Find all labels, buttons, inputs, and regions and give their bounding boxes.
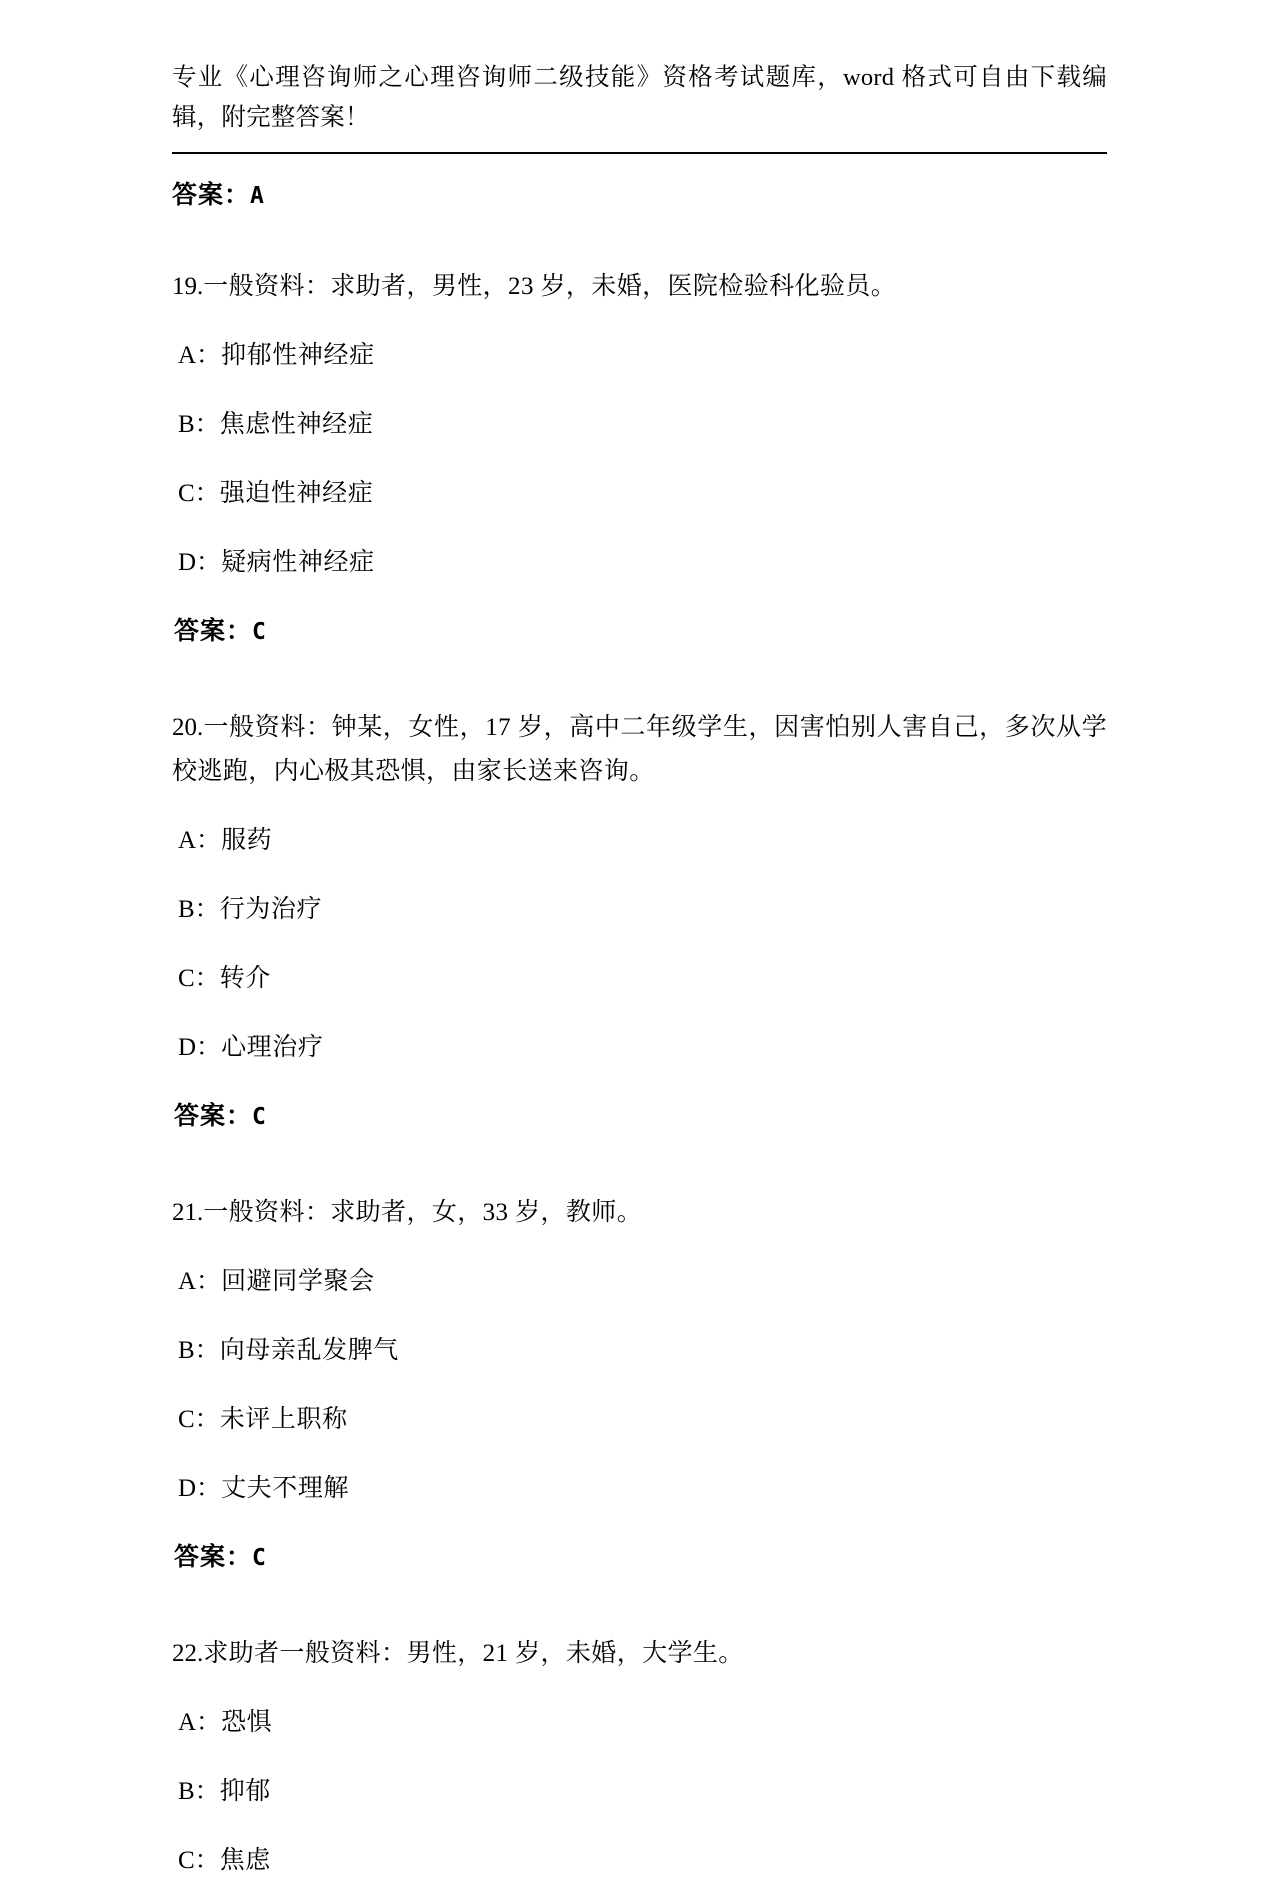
question-answer <box>172 610 1107 654</box>
top-answer-line <box>172 179 1107 213</box>
header-divider <box>172 152 1107 157</box>
option-b <box>172 1770 1107 1814</box>
option-key: A： <box>178 1709 222 1736</box>
option-c <box>172 1839 1107 1883</box>
option-d <box>172 1467 1107 1511</box>
option-text: 服药 <box>221 827 273 854</box>
option-text: 恐惧 <box>221 1709 273 1736</box>
option-text: 心理治疗 <box>221 1034 324 1061</box>
option-text: 抑郁 <box>219 1778 271 1805</box>
option-key: A： <box>178 342 222 369</box>
question-stem <box>172 265 1107 309</box>
option-text: 焦虑 <box>219 1847 271 1874</box>
option-c <box>172 1398 1107 1442</box>
option-key: B： <box>178 1337 220 1364</box>
option-a <box>172 1260 1107 1304</box>
question-text: 一般资料：求助者，男性，23 岁，未婚，医院检验科化验员。 <box>203 273 897 300</box>
option-a <box>172 1701 1107 1745</box>
question-block <box>172 706 1107 1139</box>
question-stem <box>172 1191 1107 1235</box>
option-c <box>172 472 1107 516</box>
answer-label: 答案： <box>174 618 253 645</box>
option-text: 未评上职称 <box>219 1406 348 1433</box>
answer-value: C <box>252 619 266 645</box>
option-key: D： <box>178 1475 222 1502</box>
answer-value: C <box>252 1545 266 1571</box>
question-answer <box>172 1536 1107 1580</box>
option-key: B： <box>178 896 220 923</box>
question-block <box>172 1191 1107 1580</box>
answer-label: 答案： <box>174 1103 253 1130</box>
option-d <box>172 541 1107 585</box>
option-text: 转介 <box>219 965 271 992</box>
option-b <box>172 1329 1107 1373</box>
question-text: 一般资料：求助者，女，33 岁，教师。 <box>203 1199 643 1226</box>
option-a <box>172 334 1107 378</box>
question-number: 20. <box>172 714 204 741</box>
option-key: D： <box>178 1034 222 1061</box>
option-b <box>172 888 1107 932</box>
option-key: C： <box>178 480 220 507</box>
question-number: 21. <box>172 1199 204 1226</box>
answer-value: C <box>252 1104 266 1130</box>
answer-label: 答案： <box>172 182 251 209</box>
option-text: 回避同学聚会 <box>221 1268 375 1295</box>
option-c <box>172 957 1107 1001</box>
question-number: 22. <box>172 1640 204 1667</box>
option-b <box>172 403 1107 447</box>
option-text: 向母亲乱发脾气 <box>219 1337 399 1364</box>
question-text: 求助者一般资料：男性，21 岁，未婚，大学生。 <box>203 1640 744 1667</box>
option-key: B： <box>178 411 220 438</box>
question-stem <box>172 706 1107 794</box>
question-stem <box>172 1632 1107 1676</box>
option-text: 抑郁性神经症 <box>221 342 375 369</box>
option-d <box>172 1026 1107 1070</box>
option-key: A： <box>178 827 222 854</box>
option-text: 疑病性神经症 <box>221 549 375 576</box>
option-key: C： <box>178 965 220 992</box>
answer-value: A <box>250 183 264 209</box>
question-block <box>172 1632 1107 1883</box>
option-text: 行为治疗 <box>219 896 323 923</box>
option-key: C： <box>178 1406 220 1433</box>
option-key: C： <box>178 1847 220 1874</box>
option-text: 丈夫不理解 <box>221 1475 350 1502</box>
page-header-note: 专业《心理咨询师之心理咨询师二级技能》资格考试题库，word 格式可自由下载编辑，附完整答案！ <box>172 64 1107 131</box>
option-key: A： <box>178 1268 222 1295</box>
option-a <box>172 819 1107 863</box>
question-block <box>172 265 1107 654</box>
answer-label: 答案： <box>174 1544 253 1571</box>
question-number: 19. <box>172 273 204 300</box>
option-key: D： <box>178 549 222 576</box>
question-answer <box>172 1095 1107 1139</box>
question-text: 一般资料：钟某，女性，17 岁，高中二年级学生，因害怕别人害自己，多次从学校逃跑，内心极其恐惧，由家长送来咨询。 <box>172 714 1107 785</box>
option-text: 强迫性神经症 <box>219 480 374 507</box>
option-key: B： <box>178 1778 220 1805</box>
option-text: 焦虑性神经症 <box>219 411 374 438</box>
